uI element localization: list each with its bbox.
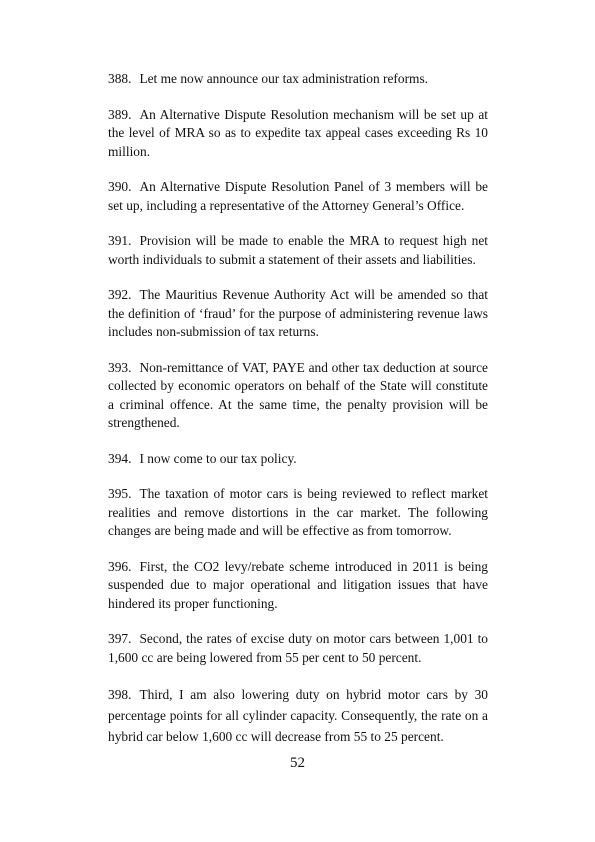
paragraph-text: Third, I am also lowering duty on hybrid motor cars by 30 percentage points for all cylinder capacity. Consequently, the rate on a hybrid car below 1,600 cc will decrease from 55 to 25 percent. xyxy=(108,687,488,744)
paragraph-number: 393. xyxy=(108,359,132,375)
paragraph-396 xyxy=(108,558,488,614)
paragraph-number: 395. xyxy=(108,486,132,501)
document-page xyxy=(108,70,488,764)
paragraph-number: 394. xyxy=(108,450,132,466)
paragraph-text: An Alternative Dispute Resolution mechanism will be set up at the level of MRA so as to expedite tax appeal cases exceeding Rs 10 million. xyxy=(108,106,488,159)
paragraph-392 xyxy=(108,286,488,342)
paragraph-number: 388. xyxy=(108,71,132,86)
paragraph-388 xyxy=(108,70,488,89)
paragraph-text: Let me now announce our tax administration reforms. xyxy=(139,71,428,86)
paragraph-text: Non-remittance of VAT, PAYE and other tax deduction at source collected by economic operators on behalf of the State will constitute a criminal offence. At the same time, the penalty provision will be strengthened. xyxy=(108,359,488,430)
paragraph-text: The taxation of motor cars is being reviewed to reflect market realities and remove distortions in the car market. The following changes are being made and will be effective as from tomorrow. xyxy=(108,486,488,538)
paragraph-text: Provision will be made to enable the MRA to request high net worth individuals to submit a statement of their assets and liabilities. xyxy=(108,233,488,267)
paragraph-397 xyxy=(108,630,488,667)
paragraph-number: 389. xyxy=(108,106,132,122)
paragraph-number: 396. xyxy=(108,558,132,574)
paragraph-398 xyxy=(108,684,488,747)
paragraph-text: First, the CO2 levy/rebate scheme introduced in 2011 is being suspended due to major operational and litigation issues that have hindered its proper functioning. xyxy=(108,558,488,611)
paragraph-text: The Mauritius Revenue Authority Act will be amended so that the definition of ‘fraud’ for the purpose of administering revenue laws includes non-submission of tax returns. xyxy=(108,287,488,339)
paragraph-390 xyxy=(108,178,488,215)
paragraph-395 xyxy=(108,485,488,541)
paragraph-number: 391. xyxy=(108,233,132,248)
paragraph-389 xyxy=(108,106,488,162)
paragraph-number: 392. xyxy=(108,287,132,302)
paragraph-number: 397. xyxy=(108,631,132,646)
paragraph-text: An Alternative Dispute Resolution Panel of 3 members will be set up, including a representative of the Attorney General’s Office. xyxy=(108,179,488,213)
page-number: 52 xyxy=(290,755,305,771)
paragraph-text: Second, the rates of excise duty on motor cars between 1,001 to 1,600 cc are being lowered from 55 per cent to 50 percent. xyxy=(108,631,488,665)
paragraph-text: I now come to our tax policy. xyxy=(139,450,297,466)
paragraph-number: 390. xyxy=(108,179,132,194)
paragraph-number: 398. xyxy=(108,687,132,702)
paragraph-391 xyxy=(108,232,488,269)
paragraph-394 xyxy=(108,450,488,469)
paragraph-393 xyxy=(108,359,488,433)
